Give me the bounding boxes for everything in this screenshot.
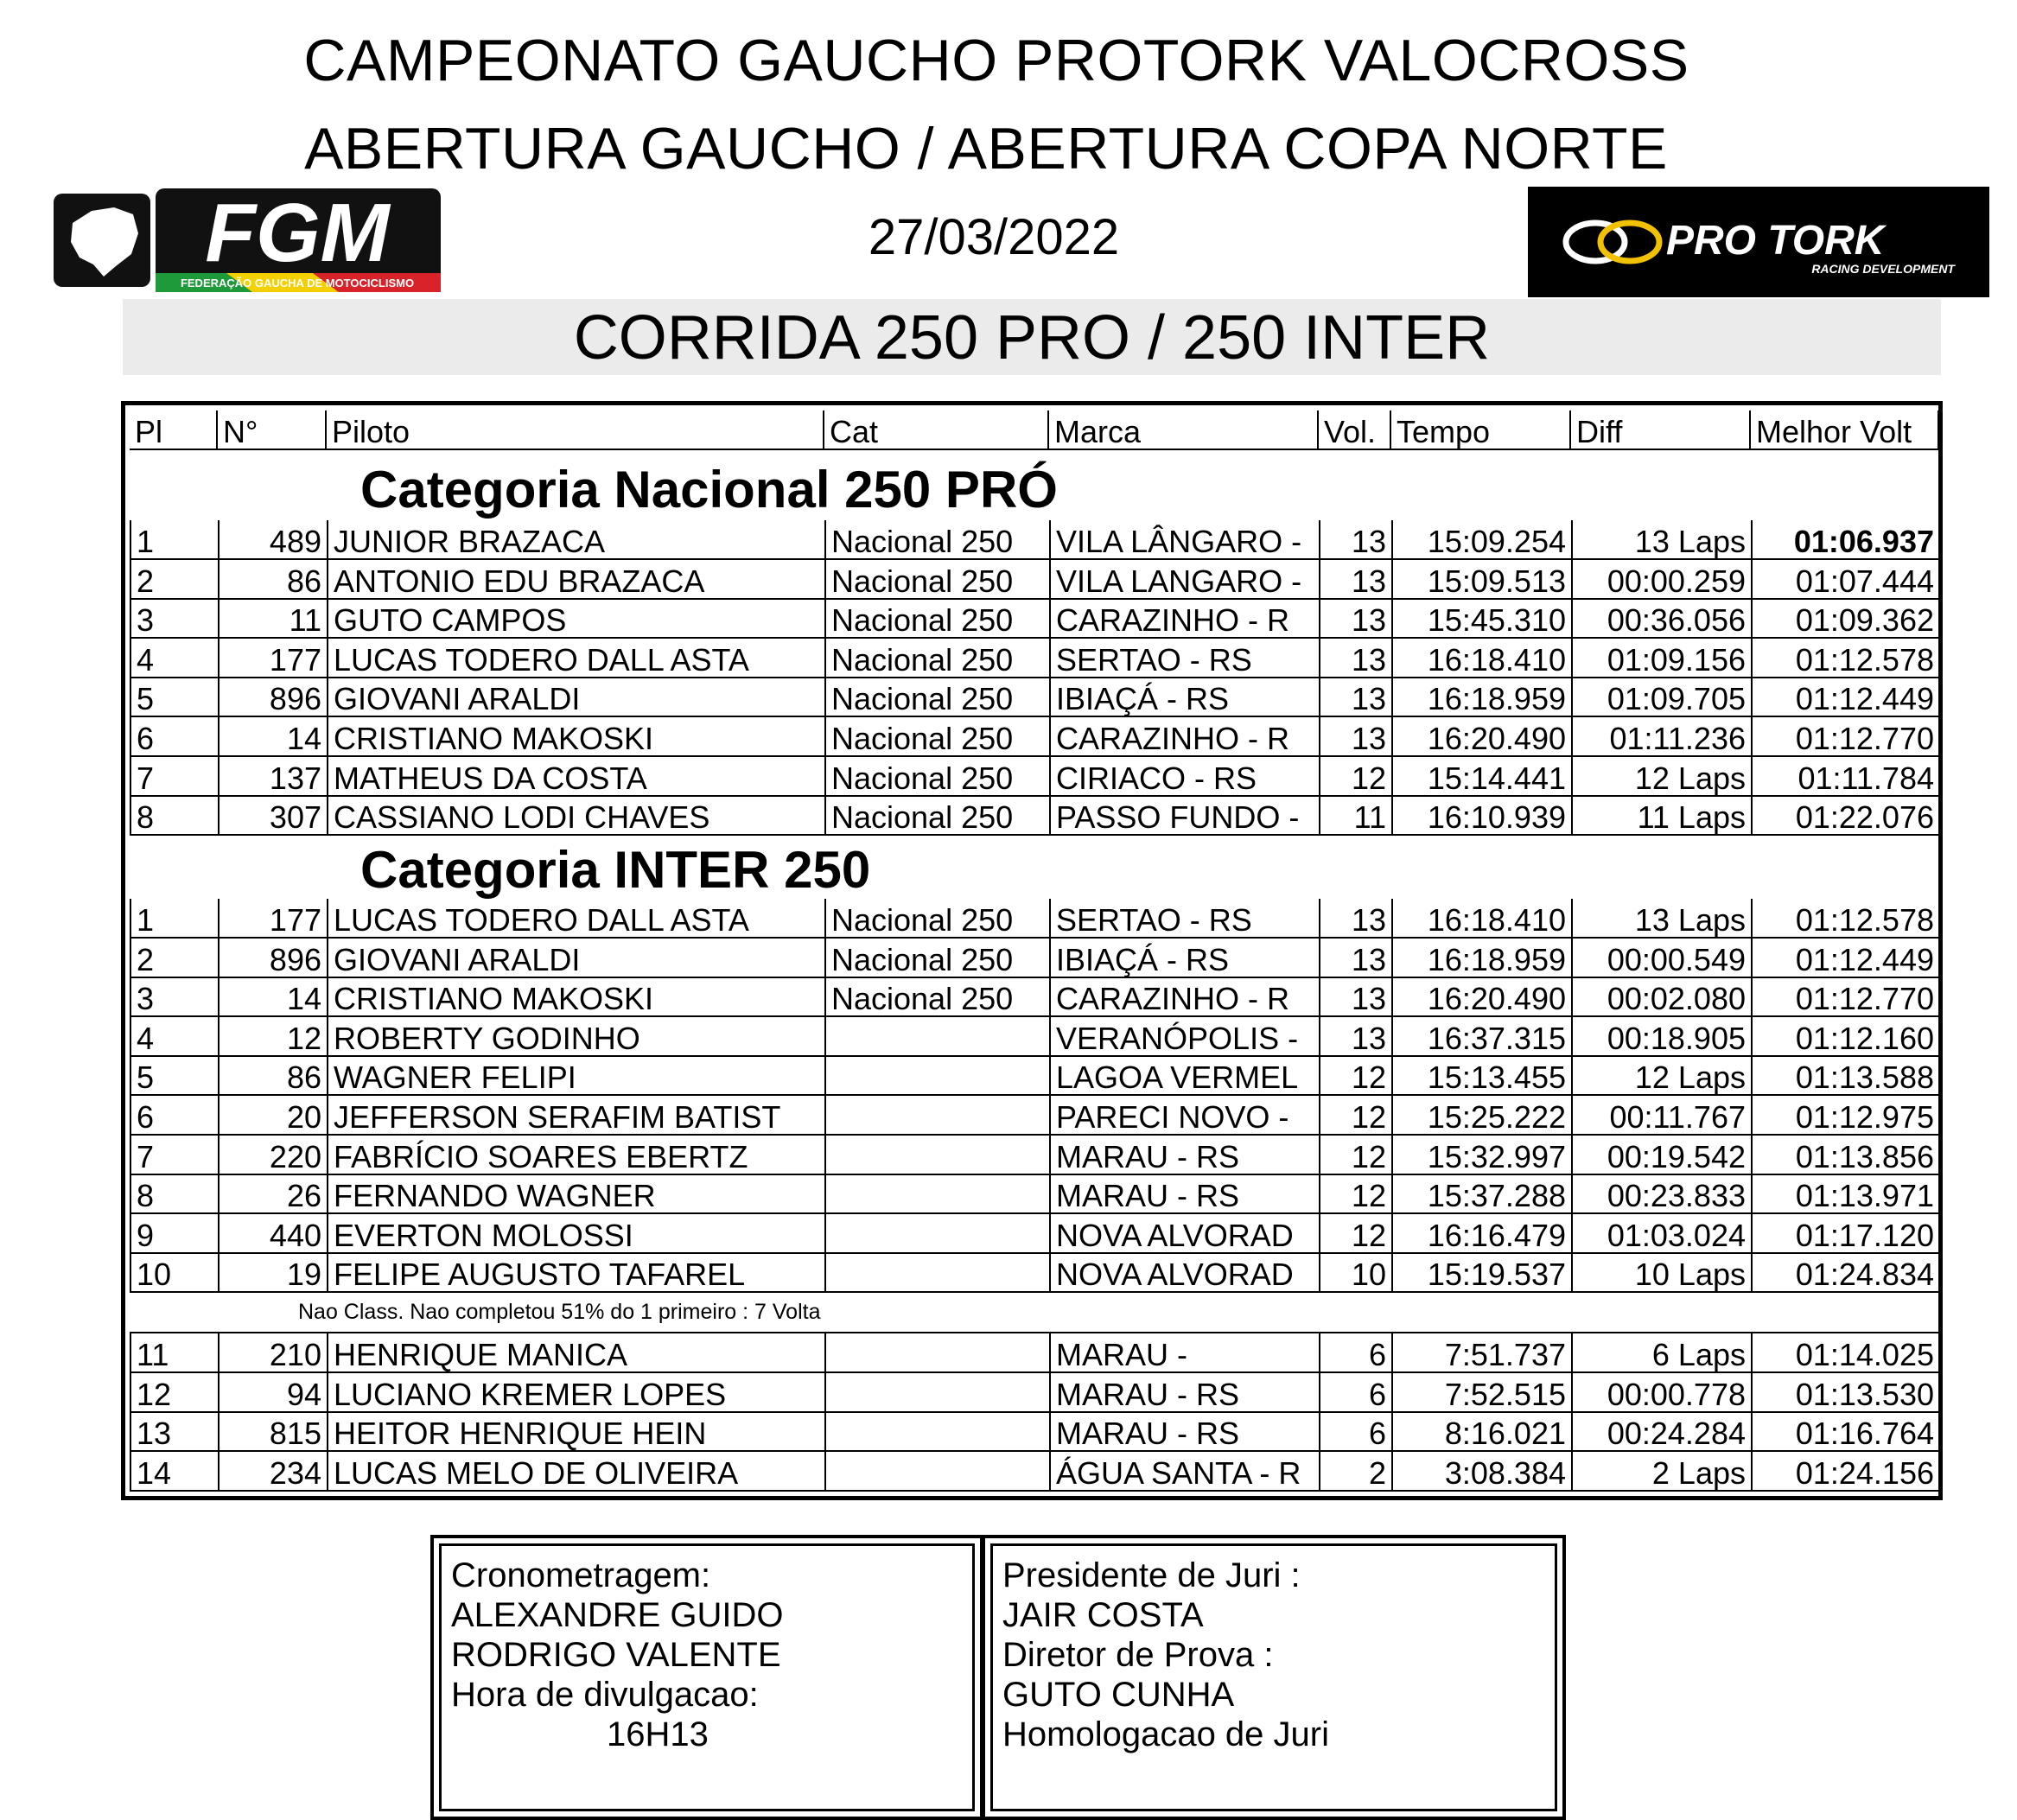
cell-time: 3:08.384 xyxy=(1393,1452,1573,1492)
cell-category xyxy=(826,1373,1051,1413)
cell-laps: 13 xyxy=(1320,560,1393,600)
table-row xyxy=(130,1174,1939,1214)
release-time-label: Hora de divulgacao: xyxy=(451,1676,759,1714)
cell-brand-city: MARAU - RS xyxy=(1051,1174,1320,1214)
cell-pl: 8 xyxy=(131,1174,220,1214)
cell-diff: 13 Laps xyxy=(1573,899,1753,939)
cell-laps: 10 xyxy=(1320,1253,1393,1293)
cell-diff: 01:09.156 xyxy=(1573,639,1753,678)
cell-pl: 7 xyxy=(131,757,220,797)
cell-brand-city: SERTAO - RS xyxy=(1051,639,1320,678)
cell-best-lap: 01:12.770 xyxy=(1753,977,1941,1017)
cell-time: 16:20.490 xyxy=(1393,977,1573,1017)
cell-time: 7:52.515 xyxy=(1393,1373,1573,1413)
table-row xyxy=(130,1017,1939,1057)
cell-best-lap: 01:22.076 xyxy=(1753,796,1941,836)
results-table xyxy=(121,401,1943,1500)
cell-brand-city: CARAZINHO - R xyxy=(1051,717,1320,757)
cell-category xyxy=(826,1096,1051,1136)
cell-diff: 10 Laps xyxy=(1573,1253,1753,1293)
cell-brand-city: CARAZINHO - R xyxy=(1051,599,1320,639)
cell-brand-city: NOVA ALVORAD xyxy=(1051,1253,1320,1293)
cell-pilot: LUCIANO KREMER LOPES xyxy=(328,1373,826,1413)
cell-pl: 7 xyxy=(131,1136,220,1175)
column-header-category: Cat xyxy=(824,410,1049,450)
cell-brand-city: VERANÓPOLIS - xyxy=(1051,1017,1320,1057)
cell-best-lap: 01:12.449 xyxy=(1753,939,1941,978)
cell-diff: 12 Laps xyxy=(1573,757,1753,797)
cell-number: 815 xyxy=(220,1412,328,1452)
cell-brand-city: CARAZINHO - R xyxy=(1051,977,1320,1017)
cell-category: Nacional 250 xyxy=(826,639,1051,678)
cell-pilot: GIOVANI ARALDI xyxy=(328,939,826,978)
cell-diff: 00:24.284 xyxy=(1573,1412,1753,1452)
cell-pilot: CASSIANO LODI CHAVES xyxy=(328,796,826,836)
jury-box xyxy=(982,1535,1566,1820)
cell-brand-city: VILA LANGARO - xyxy=(1051,560,1320,600)
cell-category xyxy=(826,1136,1051,1175)
cell-brand-city: IBIAÇÁ - RS xyxy=(1051,678,1320,717)
table-row xyxy=(130,1136,1939,1175)
cell-best-lap: 01:12.449 xyxy=(1753,678,1941,717)
cell-diff: 00:02.080 xyxy=(1573,977,1753,1017)
cell-best-lap: 01:06.937 xyxy=(1753,520,1941,560)
jury-president-name: JAIR COSTA xyxy=(1002,1596,1204,1634)
cell-number: 14 xyxy=(220,977,328,1017)
cell-number: 440 xyxy=(220,1214,328,1254)
cell-category: Nacional 250 xyxy=(826,977,1051,1017)
cell-pl: 12 xyxy=(131,1373,220,1413)
cell-pilot: HEITOR HENRIQUE HEIN xyxy=(328,1412,826,1452)
cell-number: 234 xyxy=(220,1452,328,1492)
cell-diff: 00:36.056 xyxy=(1573,599,1753,639)
protork-logo xyxy=(1528,187,1989,297)
cell-best-lap: 01:12.770 xyxy=(1753,717,1941,757)
column-header-brand-city: Marca xyxy=(1049,410,1319,450)
cell-brand-city: MARAU - RS xyxy=(1051,1373,1320,1413)
cell-category: Nacional 250 xyxy=(826,678,1051,717)
cell-pl: 3 xyxy=(131,599,220,639)
cell-diff: 12 Laps xyxy=(1573,1056,1753,1096)
table-row xyxy=(130,717,1939,757)
cell-category: Nacional 250 xyxy=(826,939,1051,978)
cell-time: 7:51.737 xyxy=(1393,1333,1573,1373)
cell-number: 86 xyxy=(220,560,328,600)
cell-brand-city: SERTAO - RS xyxy=(1051,899,1320,939)
cell-category: Nacional 250 xyxy=(826,599,1051,639)
table-row xyxy=(130,899,1939,939)
fgm-logo-graphic xyxy=(54,188,442,292)
column-header-pilot: Piloto xyxy=(327,410,824,450)
cell-time: 16:18.959 xyxy=(1393,678,1573,717)
category-heading-nacional: Categoria Nacional 250 PRÓ xyxy=(360,461,1058,519)
cell-brand-city: PASSO FUNDO - xyxy=(1051,796,1320,836)
cell-time: 15:14.441 xyxy=(1393,757,1573,797)
cell-pl: 6 xyxy=(131,717,220,757)
fgm-logo-subtitle: FEDERAÇÃO GAUCHA DE MOTOCICLISMO xyxy=(180,277,415,290)
cell-brand-city: MARAU - RS xyxy=(1051,1136,1320,1175)
column-header-best-lap: Melhor Volt xyxy=(1751,410,1939,450)
event-date: 27/03/2022 xyxy=(868,209,1120,265)
cell-time: 15:45.310 xyxy=(1393,599,1573,639)
cell-pilot: GIOVANI ARALDI xyxy=(328,678,826,717)
title-line-1: CAMPEONATO GAUCHO PROTORK VALOCROSS xyxy=(303,28,1689,93)
cell-pilot: EVERTON MOLOSSI xyxy=(328,1214,826,1254)
cell-number: 489 xyxy=(220,520,328,560)
cell-brand-city: MARAU - xyxy=(1051,1333,1320,1373)
cell-best-lap: 01:12.160 xyxy=(1753,1017,1941,1057)
cell-pl: 2 xyxy=(131,939,220,978)
column-header-time: Tempo xyxy=(1391,410,1571,450)
column-header-number: N° xyxy=(218,410,327,450)
cell-brand-city: CIRIACO - RS xyxy=(1051,757,1320,797)
protork-logo-subtitle: RACING DEVELOPMENT xyxy=(1811,262,1955,276)
cell-category: Nacional 250 xyxy=(826,520,1051,560)
cell-pl: 6 xyxy=(131,1096,220,1136)
cell-pilot: FABRÍCIO SOARES EBERTZ xyxy=(328,1136,826,1175)
cell-best-lap: 01:12.578 xyxy=(1753,899,1941,939)
cell-diff: 00:00.549 xyxy=(1573,939,1753,978)
cell-time: 16:10.939 xyxy=(1393,796,1573,836)
cell-pilot: WAGNER FELIPI xyxy=(328,1056,826,1096)
cell-diff: 11 Laps xyxy=(1573,796,1753,836)
column-header-pl: Pl xyxy=(130,410,218,450)
fgm-logo xyxy=(54,188,442,292)
cell-best-lap: 01:14.025 xyxy=(1753,1333,1941,1373)
race-director-name: GUTO CUNHA xyxy=(1002,1676,1235,1714)
cell-diff: 01:09.705 xyxy=(1573,678,1753,717)
cell-laps: 13 xyxy=(1320,520,1393,560)
cell-laps: 13 xyxy=(1320,977,1393,1017)
cell-pilot: FELIPE AUGUSTO TAFAREL xyxy=(328,1253,826,1293)
cell-brand-city: LAGOA VERMEL xyxy=(1051,1056,1320,1096)
cell-laps: 2 xyxy=(1320,1452,1393,1492)
cell-time: 15:25.222 xyxy=(1393,1096,1573,1136)
cell-laps: 13 xyxy=(1320,1017,1393,1057)
cell-category xyxy=(826,1056,1051,1096)
cell-time: 15:09.513 xyxy=(1393,560,1573,600)
cell-best-lap: 01:09.362 xyxy=(1753,599,1941,639)
cell-pilot: HENRIQUE MANICA xyxy=(328,1333,826,1373)
cell-time: 15:09.254 xyxy=(1393,520,1573,560)
cell-category xyxy=(826,1017,1051,1057)
cell-pl: 5 xyxy=(131,678,220,717)
cell-pilot: CRISTIANO MAKOSKI xyxy=(328,977,826,1017)
table-row xyxy=(130,1056,1939,1096)
cell-diff: 13 Laps xyxy=(1573,520,1753,560)
cell-best-lap: 01:24.834 xyxy=(1753,1253,1941,1293)
timing-box xyxy=(430,1535,983,1820)
cell-number: 20 xyxy=(220,1096,328,1136)
cell-number: 86 xyxy=(220,1056,328,1096)
timer-name-1: ALEXANDRE GUIDO xyxy=(451,1596,784,1634)
unclassified-note: Nao Class. Nao completou 51% do 1 primeiro : 7 Volta xyxy=(298,1300,821,1324)
cell-pl: 4 xyxy=(131,639,220,678)
table-row xyxy=(130,678,1939,717)
cell-best-lap: 01:12.578 xyxy=(1753,639,1941,678)
table-row xyxy=(130,639,1939,678)
cell-time: 15:37.288 xyxy=(1393,1174,1573,1214)
cell-pilot: LUCAS TODERO DALL ASTA xyxy=(328,639,826,678)
cell-time: 16:20.490 xyxy=(1393,717,1573,757)
table-row xyxy=(130,560,1939,600)
cell-category xyxy=(826,1174,1051,1214)
table-row xyxy=(130,1373,1939,1413)
cell-category xyxy=(826,1333,1051,1373)
race-title: CORRIDA 250 PRO / 250 INTER xyxy=(123,299,1941,375)
cell-diff: 6 Laps xyxy=(1573,1333,1753,1373)
jury-president-label: Presidente de Juri : xyxy=(1002,1556,1301,1594)
cell-category: Nacional 250 xyxy=(826,560,1051,600)
table-row xyxy=(130,1214,1939,1254)
cell-best-lap: 01:07.444 xyxy=(1753,560,1941,600)
table-row xyxy=(130,1452,1939,1492)
cell-pilot: LUCAS MELO DE OLIVEIRA xyxy=(328,1452,826,1492)
cell-pl: 11 xyxy=(131,1333,220,1373)
cell-number: 177 xyxy=(220,639,328,678)
cell-laps: 12 xyxy=(1320,1174,1393,1214)
cell-time: 16:18.410 xyxy=(1393,639,1573,678)
cell-diff: 01:03.024 xyxy=(1573,1214,1753,1254)
title-line-2: ABERTURA GAUCHO / ABERTURA COPA NORTE xyxy=(304,116,1668,181)
cell-diff: 00:23.833 xyxy=(1573,1174,1753,1214)
cell-laps: 6 xyxy=(1320,1373,1393,1413)
protork-logo-graphic xyxy=(1528,187,1989,297)
protork-logo-text: PRO TORK xyxy=(1666,218,1885,264)
cell-time: 8:16.021 xyxy=(1393,1412,1573,1452)
cell-category: Nacional 250 xyxy=(826,717,1051,757)
cell-pl: 3 xyxy=(131,977,220,1017)
cell-time: 16:18.959 xyxy=(1393,939,1573,978)
cell-category: Nacional 250 xyxy=(826,796,1051,836)
cell-category xyxy=(826,1214,1051,1254)
cell-pl: 13 xyxy=(131,1412,220,1452)
cell-number: 210 xyxy=(220,1333,328,1373)
cell-brand-city: IBIAÇÁ - RS xyxy=(1051,939,1320,978)
cell-time: 16:16.479 xyxy=(1393,1214,1573,1254)
unclassified-separator xyxy=(130,1332,1939,1333)
cell-pl: 9 xyxy=(131,1214,220,1254)
table-row xyxy=(130,796,1939,836)
cell-pilot: LUCAS TODERO DALL ASTA xyxy=(328,899,826,939)
table-row xyxy=(130,520,1939,560)
cell-laps: 12 xyxy=(1320,757,1393,797)
cell-pilot: JUNIOR BRAZACA xyxy=(328,520,826,560)
cell-diff: 00:19.542 xyxy=(1573,1136,1753,1175)
table-row xyxy=(130,1333,1939,1373)
jury-homologation-label: Homologacao de Juri xyxy=(1002,1715,1329,1753)
release-time: 16H13 xyxy=(607,1715,709,1753)
table-row xyxy=(130,1096,1939,1136)
cell-diff: 01:11.236 xyxy=(1573,717,1753,757)
cell-number: 19 xyxy=(220,1253,328,1293)
table-row xyxy=(130,977,1939,1017)
cell-best-lap: 01:13.856 xyxy=(1753,1136,1941,1175)
cell-category xyxy=(826,1412,1051,1452)
cell-pilot: CRISTIANO MAKOSKI xyxy=(328,717,826,757)
cell-best-lap: 01:13.971 xyxy=(1753,1174,1941,1214)
cell-laps: 13 xyxy=(1320,639,1393,678)
cell-pl: 8 xyxy=(131,796,220,836)
cell-number: 94 xyxy=(220,1373,328,1413)
cell-best-lap: 01:12.975 xyxy=(1753,1096,1941,1136)
cell-laps: 6 xyxy=(1320,1333,1393,1373)
cell-category xyxy=(826,1452,1051,1492)
cell-number: 12 xyxy=(220,1017,328,1057)
cell-laps: 13 xyxy=(1320,717,1393,757)
cell-laps: 12 xyxy=(1320,1214,1393,1254)
cell-best-lap: 01:24.156 xyxy=(1753,1452,1941,1492)
table-row xyxy=(130,757,1939,797)
cell-best-lap: 01:13.530 xyxy=(1753,1373,1941,1413)
cell-diff: 00:11.767 xyxy=(1573,1096,1753,1136)
cell-pl: 2 xyxy=(131,560,220,600)
timer-name-2: RODRIGO VALENTE xyxy=(451,1636,781,1674)
cell-brand-city: PARECI NOVO - xyxy=(1051,1096,1320,1136)
cell-diff: 2 Laps xyxy=(1573,1452,1753,1492)
cell-number: 137 xyxy=(220,757,328,797)
cell-pilot: FERNANDO WAGNER xyxy=(328,1174,826,1214)
cell-number: 307 xyxy=(220,796,328,836)
cell-laps: 13 xyxy=(1320,599,1393,639)
cell-pilot: ROBERTY GODINHO xyxy=(328,1017,826,1057)
cell-number: 896 xyxy=(220,678,328,717)
table-row xyxy=(130,1253,1939,1293)
column-header-diff: Diff xyxy=(1571,410,1751,450)
cell-category xyxy=(826,1253,1051,1293)
cell-time: 15:32.997 xyxy=(1393,1136,1573,1175)
cell-brand-city: MARAU - RS xyxy=(1051,1412,1320,1452)
fgm-logo-text: FGM xyxy=(205,188,390,279)
cell-time: 15:19.537 xyxy=(1393,1253,1573,1293)
cell-laps: 12 xyxy=(1320,1096,1393,1136)
cell-time: 15:13.455 xyxy=(1393,1056,1573,1096)
table-row xyxy=(130,599,1939,639)
cell-category: Nacional 250 xyxy=(826,899,1051,939)
cell-number: 26 xyxy=(220,1174,328,1214)
cell-laps: 13 xyxy=(1320,939,1393,978)
cell-number: 11 xyxy=(220,599,328,639)
cell-pilot: MATHEUS DA COSTA xyxy=(328,757,826,797)
race-director-label: Diretor de Prova : xyxy=(1002,1636,1274,1674)
cell-diff: 00:00.778 xyxy=(1573,1373,1753,1413)
cell-pl: 4 xyxy=(131,1017,220,1057)
cell-number: 896 xyxy=(220,939,328,978)
cell-time: 16:37.315 xyxy=(1393,1017,1573,1057)
cell-diff: 00:00.259 xyxy=(1573,560,1753,600)
cell-number: 177 xyxy=(220,899,328,939)
cell-laps: 11 xyxy=(1320,796,1393,836)
cell-number: 220 xyxy=(220,1136,328,1175)
cell-pilot: GUTO CAMPOS xyxy=(328,599,826,639)
category-heading-inter: Categoria INTER 250 xyxy=(360,841,871,899)
cell-brand-city: NOVA ALVORAD xyxy=(1051,1214,1320,1254)
cell-laps: 12 xyxy=(1320,1136,1393,1175)
cell-brand-city: VILA LÂNGARO - xyxy=(1051,520,1320,560)
cell-time: 16:18.410 xyxy=(1393,899,1573,939)
cell-number: 14 xyxy=(220,717,328,757)
table-row xyxy=(130,1412,1939,1452)
cell-pilot: JEFFERSON SERAFIM BATIST xyxy=(328,1096,826,1136)
cell-best-lap: 01:13.588 xyxy=(1753,1056,1941,1096)
cell-pl: 14 xyxy=(131,1452,220,1492)
timing-label: Cronometragem: xyxy=(451,1556,711,1594)
cell-pilot: ANTONIO EDU BRAZACA xyxy=(328,560,826,600)
cell-best-lap: 01:17.120 xyxy=(1753,1214,1941,1254)
cell-laps: 13 xyxy=(1320,899,1393,939)
cell-pl: 10 xyxy=(131,1253,220,1293)
cell-laps: 6 xyxy=(1320,1412,1393,1452)
cell-pl: 1 xyxy=(131,899,220,939)
cell-diff: 00:18.905 xyxy=(1573,1017,1753,1057)
cell-pl: 5 xyxy=(131,1056,220,1096)
cell-pl: 1 xyxy=(131,520,220,560)
cell-laps: 13 xyxy=(1320,678,1393,717)
cell-category: Nacional 250 xyxy=(826,757,1051,797)
table-row xyxy=(130,939,1939,978)
table-header-row xyxy=(130,410,1939,450)
cell-laps: 12 xyxy=(1320,1056,1393,1096)
cell-brand-city: ÁGUA SANTA - R xyxy=(1051,1452,1320,1492)
cell-best-lap: 01:16.764 xyxy=(1753,1412,1941,1452)
cell-best-lap: 01:11.784 xyxy=(1753,757,1941,797)
column-header-laps: Vol. xyxy=(1319,410,1391,450)
